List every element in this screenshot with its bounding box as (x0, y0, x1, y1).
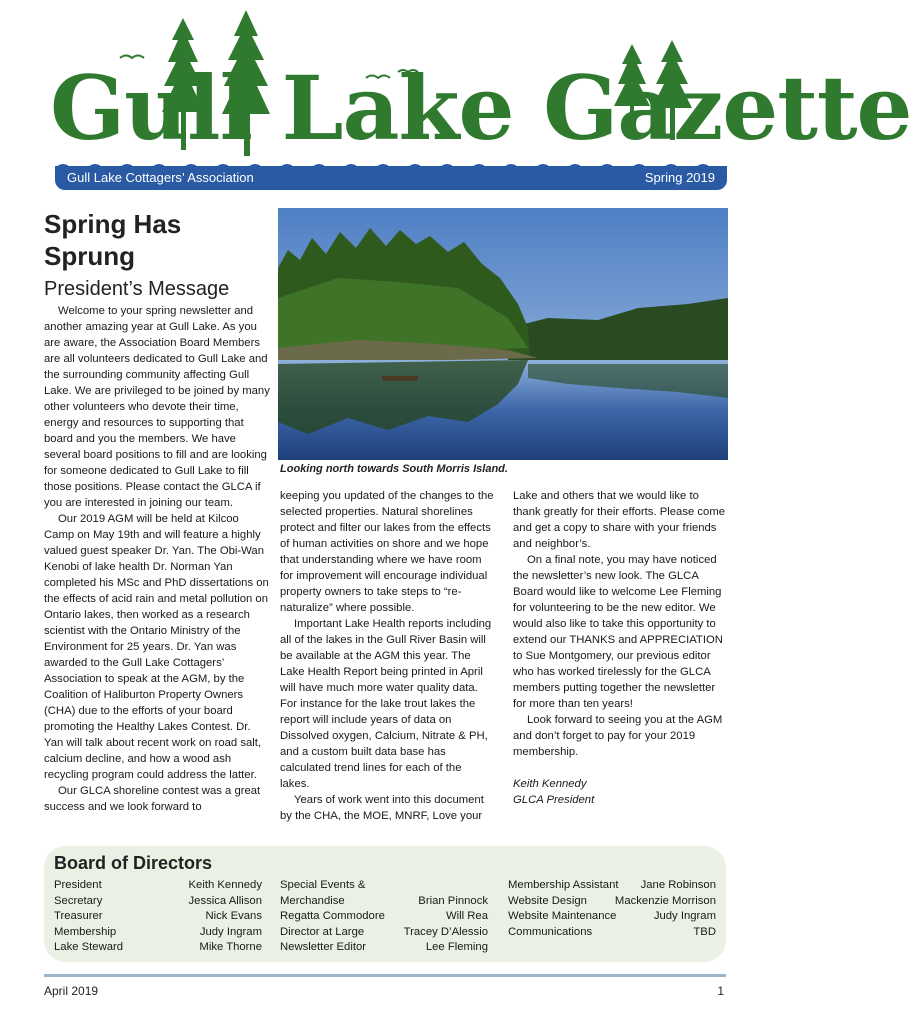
board-member: Mackenzie Morrison (614, 894, 716, 907)
board-row (508, 909, 716, 925)
board-row (54, 940, 262, 956)
board-row (280, 909, 488, 925)
paragraph: keeping you updated of the changes to the selected properties. Natural shorelines protect and filter our lakes from the effects of human activities on shore and we hope that understanding where we have room for improvement will encourage individual property owners to take steps to “re-naturalize” where possible. (280, 490, 494, 614)
board-member: Brian Pinnock (418, 894, 488, 907)
paragraph: Welcome to your spring newsletter and another amazing year at Gull Lake. As you are aware, the Association Board Members are all volunteers dedicated to Gull Lake and the surrounding community affecting Gull Lake. We are privileged to be joined by many other volunteers who devote their time, energy and resources to supporting that board and you the members. We have several board positions to fill and are looking for someone dedicated to Gull Lake to fill those positions. Please contact the GLCA if you are interested in joining our team. (44, 305, 270, 509)
board-role: Membership (54, 925, 117, 938)
board-row (280, 878, 488, 894)
board-row (54, 925, 262, 941)
board-role: Treasurer (54, 910, 103, 922)
board-row (508, 925, 716, 941)
board-role: Merchandise (280, 894, 345, 907)
footer-divider (44, 974, 726, 977)
article-subhead: President’s Message (44, 278, 230, 300)
board-row (54, 878, 262, 894)
board-member: Jessica Allison (188, 894, 262, 907)
signature (513, 776, 727, 808)
paragraph: On a final note, you may have noticed the newsletter’s new look. The GLCA Board would like to welcome Lee Fleming for volunteering to be the new editor. We would also like to take this opportunity to extend our THANKS and APPRECIATION to Sue Montgomery, our previous editor who has worked tirelessly for the GLCA members putting together the newsletter for more than ten years! (513, 554, 723, 710)
board-row (508, 878, 716, 894)
board-row (280, 940, 488, 956)
board-row (54, 894, 262, 910)
board-role: Director at Large (280, 925, 365, 938)
paragraph: Important Lake Health reports including all of the lakes in the Gull River Basin will be available at the AGM this year. The Lake Health Report being printed in April will have much more water quality data. For instance for the lake trout lakes the report will include years of data on Dissolved oxygen, Calcium, Nitrate & PH, and a custom built data base has calculated trend lines for each of the lakes. (280, 618, 492, 790)
issue-label: Spring 2019 (644, 170, 715, 185)
paragraph: Our GLCA shoreline contest was a great success and we look forward to (44, 785, 261, 813)
article-column-2 (280, 488, 494, 824)
board-role: Regatta Commodore (280, 910, 385, 922)
board-member: Nick Evans (205, 910, 262, 922)
page-number: 1 (717, 984, 724, 998)
footer-date: April 2019 (44, 984, 99, 998)
article-column-3 (513, 488, 727, 808)
board-member: Judy Ingram (653, 910, 716, 922)
paragraph: Lake and others that we would like to thank greatly for their efforts. Please come and get a copy to share with your friends and neighbor’s. (513, 490, 726, 550)
article-column-1 (44, 303, 272, 815)
board-member: Tracey D’Alessio (403, 925, 488, 938)
article-headline (44, 208, 274, 272)
lake-photo-image (278, 208, 728, 460)
paragraph: Look forward to seeing you at the AGM and don’t forget to pay for your 2019 membership. (513, 714, 723, 758)
board-member: Jane Robinson (640, 879, 716, 891)
board-title: Board of Directors (54, 853, 213, 873)
board-member: Judy Ingram (199, 925, 262, 938)
board-member: Mike Thorne (199, 941, 262, 953)
photo-caption: Looking north towards South Morris Island. (280, 463, 508, 475)
masthead (0, 0, 912, 200)
headline-line-1: Spring Has (44, 209, 182, 239)
association-name: Gull Lake Cottagers’ Association (67, 170, 254, 185)
board-column-3 (508, 878, 716, 940)
board-role: Website Design (508, 894, 587, 907)
board-role: Special Events & (280, 879, 366, 891)
masthead-title: Gull Lake Gazette (50, 56, 912, 160)
signature-title: GLCA President (513, 794, 595, 806)
board-member: Keith Kennedy (188, 879, 262, 891)
headline-line-2: Sprung (44, 241, 135, 271)
board-role: Newsletter Editor (280, 941, 367, 953)
board-row (508, 894, 716, 910)
board-role: Website Maintenance (508, 910, 617, 922)
paragraph: Our 2019 AGM will be held at Kilcoo Camp on May 19th and will feature a highly valued guest speaker Dr. Yan. The Obi-Wan Kenobi of lake health Dr. Norman Yan completed his MSc and PhD dissertations on the effects of acid rain and metal pollution on Ontario lakes, then worked as a research scientist with the Ontario Ministry of the Environment for 25 years. Dr. Yan was awarded to the Gull Lake Cottagers’ Association to speak at the AGM, by the Coalition of Haliburton Property Owners (CHA) due to the efforts of your board promoting the Healthy Lakes Contest. Dr. Yan will talk about recent work on road salt, calcium decline, and how a wood ash recycling program could address the latter. (44, 513, 269, 781)
board-role: Membership Assistant (508, 879, 619, 891)
signature-name: Keith Kennedy (513, 778, 587, 790)
board-row (54, 909, 262, 925)
board-role: President (54, 879, 102, 891)
board-column-1 (54, 878, 262, 956)
board-member: Will Rea (445, 910, 488, 922)
board-role: Secretary (54, 894, 103, 907)
board-role: Communications (508, 925, 593, 938)
lake-photo (278, 208, 728, 460)
board-row (280, 894, 488, 910)
board-column-2 (280, 878, 488, 956)
paragraph: Years of work went into this document by the CHA, the MOE, MNRF, Love your (280, 794, 484, 822)
board-member: TBD (693, 925, 716, 938)
board-row (280, 925, 488, 941)
board-member: Lee Fleming (425, 941, 488, 953)
board-role: Lake Steward (54, 941, 124, 953)
